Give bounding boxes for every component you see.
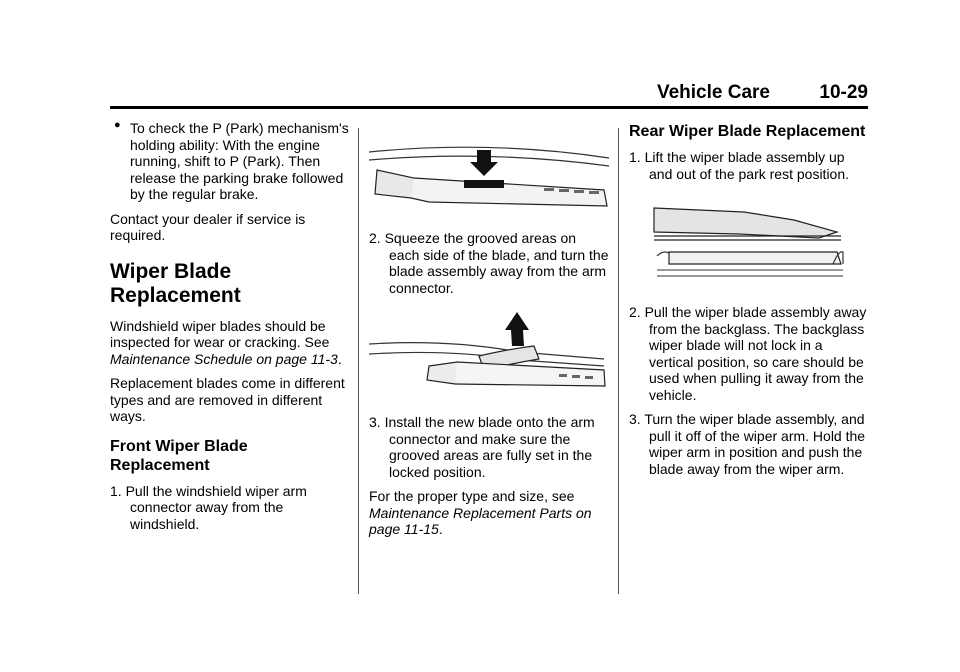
column-2 [369,120,609,546]
arrow-down-icon [470,150,498,176]
front-step-3: 3. Install the new blade onto the arm connector and make sure the grooved areas are fully set in the locked position. [369,414,595,480]
replacement-parts-link[interactable]: Maintenance Replacement Parts on page 11-15 [369,504,592,537]
rear-step-2: 2. Pull the wiper blade assembly away from the backglass. The backglass wiper blade will not lock in a vertical position, so care should be used when pulling it away from the vehicle. [629,304,867,403]
wiper-illustration-squeeze [369,120,609,220]
arrow-up-icon [505,312,529,346]
front-step-1: 1. Pull the windshield wiper arm connector away from the windshield. [110,482,307,532]
page-number: 10-29 [819,82,868,103]
contact-paragraph: Contact your dealer if service is required. [110,210,306,243]
front-wiper-heading: Front Wiper Blade Replacement [110,437,248,474]
column-3 [629,120,869,485]
blade-types-paragraph: Replacement blades come in different types and are removed in different ways. [110,375,345,424]
column-1 [110,120,350,540]
rear-step-3: 3. Turn the wiper blade assembly, and pull it off of the wiper arm. Hold the wiper arm in position and push the blade away from the wiper arm. [629,411,866,477]
bullet-icon: ● [114,119,121,131]
column-divider-2 [618,128,619,594]
maintenance-schedule-link[interactable]: Maintenance Schedule on page 11-3 [110,350,338,367]
front-step-2: 2. Squeeze the grooved areas on each side of the blade, and turn the blade assembly away from the arm connector. [369,230,609,296]
wiper-illustration-rotate [369,304,609,404]
bullet-text: To check the P (Park) mechanism's holding ability: With the engine running, shift to P (Park). Then release the parking brake followed by the regular brake. [130,120,349,202]
page-header [110,82,868,108]
bullet-item [110,120,350,203]
header-rule [110,106,868,109]
rear-wiper-illustration [629,190,869,294]
rear-step-1: 1. Lift the wiper blade assembly up and out of the park rest position. [629,149,850,182]
parts-end: . [438,521,443,537]
parts-text: For the proper type and size, see [369,488,575,504]
column-divider-1 [358,128,359,594]
section-heading: Wiper Blade Replacement [110,259,241,307]
inspection-text: Windshield wiper blades should be inspected for wear or cracking. See [110,317,330,350]
rear-wiper-heading: Rear Wiper Blade Replacement [629,123,866,140]
inspection-end: . [337,350,342,367]
parts-paragraph [369,488,609,538]
inspection-paragraph [110,318,350,368]
section-title: Vehicle Care [656,82,770,103]
